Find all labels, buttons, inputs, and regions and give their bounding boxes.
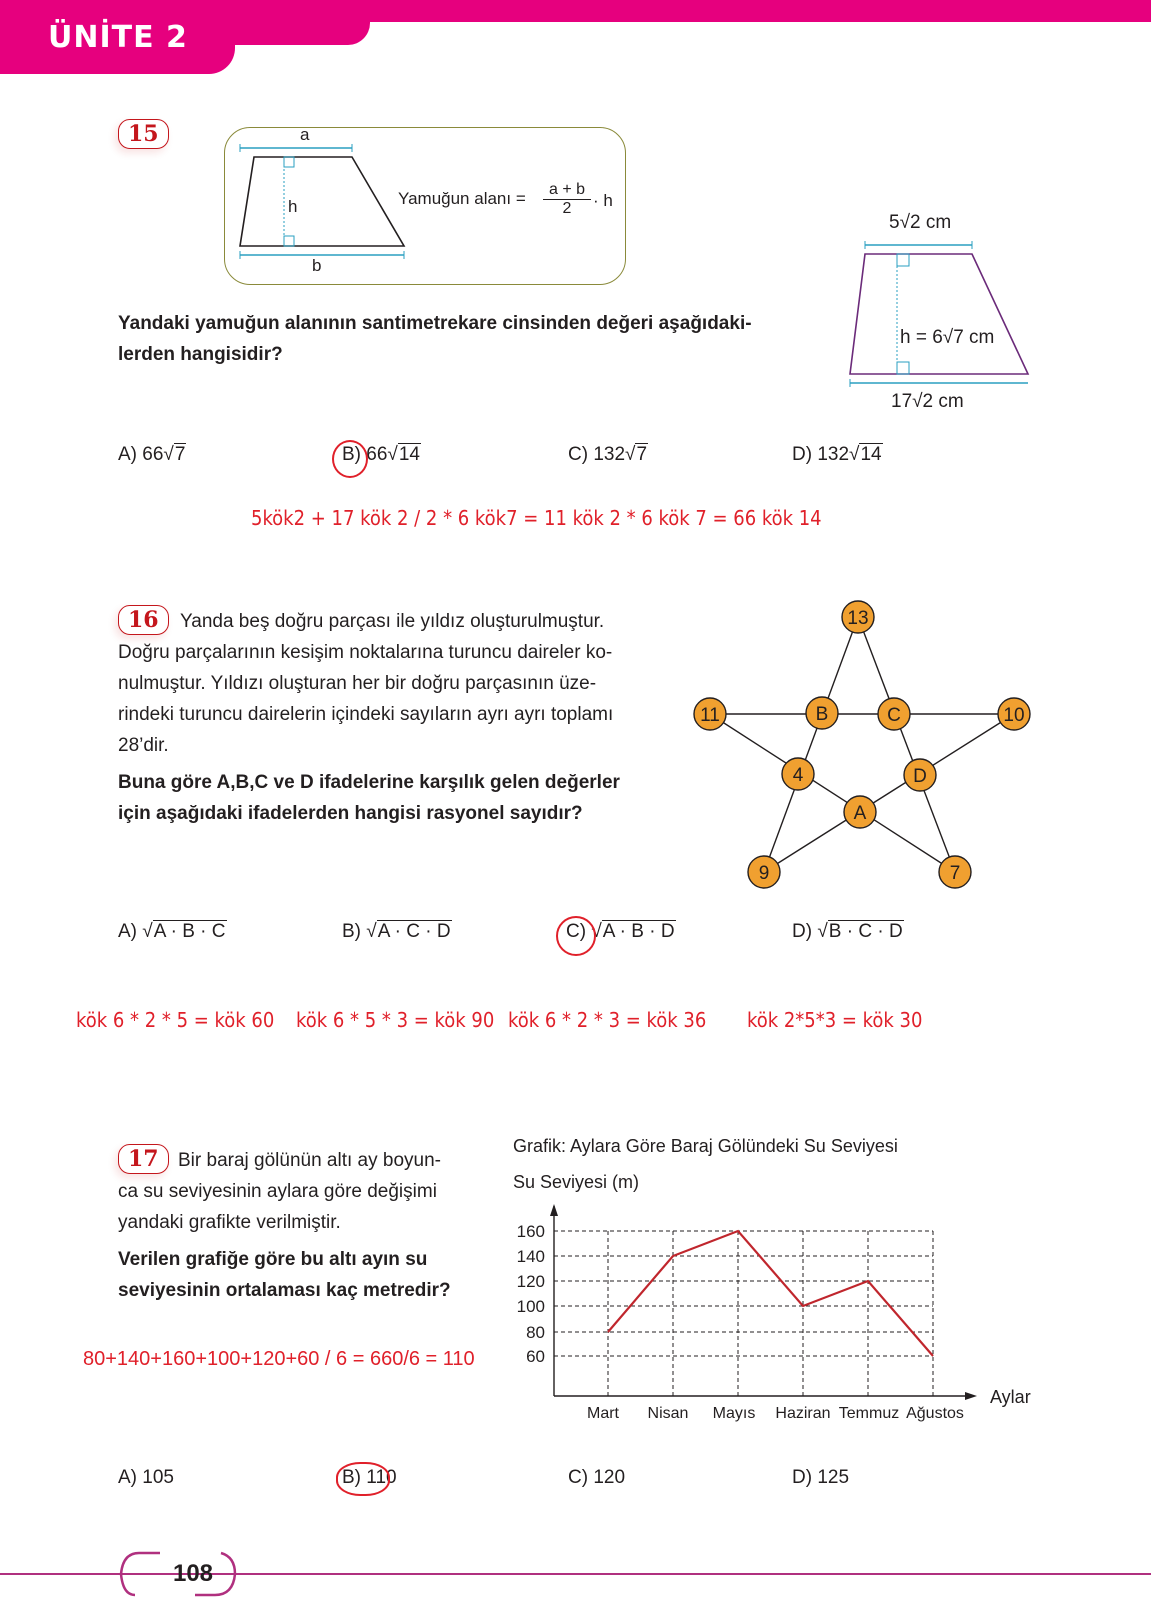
star-node-d: D: [913, 766, 927, 787]
q16-option-d[interactable]: [792, 921, 904, 943]
radicand: 14: [398, 444, 420, 465]
option-letter: C): [568, 444, 589, 465]
radicand: A · B · C: [153, 921, 226, 942]
problem-trapezoid-diagram: [845, 240, 1035, 390]
star-node-top: 13: [847, 608, 869, 629]
star-node-b: B: [815, 704, 829, 725]
label-a: a: [300, 125, 310, 144]
q16-option-b[interactable]: [342, 921, 452, 943]
sqrt-icon: √B · C · D: [817, 921, 903, 942]
unit-title: ÜNİTE 2: [48, 20, 188, 55]
option-coef: 66: [142, 444, 164, 465]
formula-denominator: 2: [562, 200, 572, 217]
chart-xlabel: Aylar: [990, 1387, 1031, 1407]
star-node-inner-left: 4: [792, 765, 804, 786]
option-value: 105: [142, 1467, 174, 1488]
q16-solution-c: kök 6 * 2 * 3 = kök 36: [508, 1008, 707, 1032]
star-node-bottom-left: 9: [758, 863, 770, 884]
answer-circle-mark: [332, 440, 368, 478]
star-diagram: [680, 595, 1050, 905]
option-letter: B): [342, 921, 361, 942]
star-node-a: A: [853, 803, 867, 824]
option-letter: C): [566, 921, 587, 942]
top-base-label: 5√2 cm: [889, 212, 952, 233]
ytick: 120: [516, 1272, 545, 1291]
sqrt-icon: √14: [849, 444, 882, 465]
xtick: Mart: [587, 1405, 619, 1422]
q15-option-c[interactable]: [568, 444, 648, 466]
xtick: Mayıs: [712, 1405, 756, 1422]
star-node-right: 10: [1003, 705, 1025, 726]
q16-option-a[interactable]: [118, 921, 227, 943]
star-node-bottom-right: 7: [949, 863, 961, 884]
option-coef: 132: [817, 444, 850, 465]
q15-question-line1: Yandaki yamuğun alanının santimetrekare cinsinden değeri aşağıdaki-: [118, 313, 752, 334]
option-value: 110: [366, 1467, 397, 1488]
q17-bold-line: Verilen grafiğe göre bu altı ayın su: [118, 1249, 428, 1270]
q16-line: Doğru parçalarının kesişim noktalarına turuncu daireler ko-: [118, 642, 613, 663]
question-number-17: 17: [118, 1144, 169, 1174]
bottom-base-label: 17√2 cm: [891, 391, 964, 412]
radicand: B · C · D: [828, 921, 903, 942]
chart-title: Grafik: Aylara Göre Baraj Gölündeki Su Seviyesi: [513, 1136, 898, 1156]
q17-line: ca su seviyesinin aylara göre değişimi: [118, 1181, 437, 1202]
option-coef: 66: [366, 444, 388, 465]
chart-ylabel: Su Seviyesi (m): [513, 1172, 640, 1192]
option-value: 120: [593, 1467, 626, 1488]
formula-fraction: [543, 181, 591, 218]
formula-text: Yamuğun alanı =: [398, 189, 526, 208]
q17-bold-line: seviyesinin ortalaması kaç metredir?: [118, 1280, 451, 1301]
q17-option-d[interactable]: [792, 1467, 849, 1489]
ytick: 80: [526, 1323, 545, 1342]
question-number-16: 16: [118, 605, 169, 635]
radicand: 7: [636, 444, 648, 465]
q16-line: 28’dir.: [118, 735, 169, 756]
q16-line: Yanda beş doğru parçası ile yıldız oluşturulmuştur.: [180, 611, 605, 632]
formula-numerator: a + b: [543, 181, 591, 200]
star-node-left: 11: [700, 705, 720, 726]
q16-solution-b: kök 6 * 5 * 3 = kök 90: [296, 1008, 495, 1032]
q17-option-c[interactable]: [568, 1467, 625, 1489]
option-letter: A): [118, 921, 137, 942]
q17-line: Bir baraj gölünün altı ay boyun-: [178, 1150, 441, 1171]
label-b: b: [312, 256, 322, 275]
q17-line: yandaki grafikte verilmiştir.: [118, 1212, 341, 1233]
sqrt-icon: √A · C · D: [366, 921, 451, 942]
option-letter: D): [792, 1467, 813, 1488]
xtick: Nisan: [647, 1405, 689, 1422]
xtick: Haziran: [775, 1405, 831, 1422]
sqrt-icon: √A · B · C: [142, 921, 226, 942]
q16-bold-line: için aşağıdaki ifadelerden hangisi rasyonel sayıdır?: [118, 803, 583, 824]
radicand: 14: [860, 444, 882, 465]
option-letter: B): [342, 1467, 361, 1488]
option-letter: A): [118, 1467, 137, 1488]
q16-solution-a: kök 6 * 2 * 5 = kök 60: [76, 1008, 275, 1032]
ytick: 160: [516, 1222, 545, 1241]
xtick: Temmuz: [838, 1405, 900, 1422]
option-letter: D): [792, 444, 813, 465]
q15-option-a[interactable]: [118, 444, 186, 466]
sqrt-icon: √7: [163, 444, 186, 465]
answer-circle-mark: [556, 916, 596, 956]
q16-line: nulmuştur. Yıldızı oluşturan her bir doğru parçasının üze-: [118, 673, 597, 694]
ytick: 140: [516, 1247, 545, 1266]
q16-bold-line: Buna göre A,B,C ve D ifadelerine karşılık gelen değerler: [118, 772, 620, 793]
q16-text: [118, 606, 671, 829]
option-letter: D): [792, 921, 813, 942]
sqrt-icon: √14: [387, 444, 420, 465]
sqrt-icon: √7: [625, 444, 648, 465]
sqrt-icon: √A · B · D: [591, 921, 675, 942]
ytick: 100: [516, 1297, 545, 1316]
q17-handwritten-solution: 80+140+160+100+120+60 / 6 = 660/6 = 110: [83, 1348, 475, 1370]
ytick: 60: [526, 1347, 545, 1366]
q17-option-a[interactable]: [118, 1467, 174, 1489]
question-number-15: 15: [118, 119, 169, 149]
formula-tail: · h: [593, 191, 613, 210]
q16-solution-d: kök 2*5*3 = kök 30: [747, 1008, 923, 1032]
radicand: 7: [174, 444, 186, 465]
radicand: A · C · D: [377, 921, 451, 942]
height-label: h = 6√7 cm: [900, 327, 995, 348]
page-number: 108: [172, 1560, 214, 1587]
star-node-c: C: [887, 705, 901, 726]
line-chart: [505, 1200, 1045, 1430]
label-h: h: [288, 197, 298, 216]
q15-handwritten-solution: 5kök2 + 17 kök 2 / 2 * 6 kök7 = 11 kök 2 * 6 kök 7 = 66 kök 14: [251, 506, 822, 530]
option-value: 125: [817, 1467, 850, 1488]
option-letter: A): [118, 444, 137, 465]
q15-question: [118, 308, 838, 370]
option-letter: C): [568, 1467, 589, 1488]
option-coef: 132: [593, 444, 626, 465]
radicand: A · B · D: [602, 921, 675, 942]
q16-line: rindeki turuncu dairelerin içindeki sayıların ayrı ayrı toplamı: [118, 704, 614, 725]
q15-question-line2: lerden hangisidir?: [118, 344, 283, 365]
q15-option-d[interactable]: [792, 444, 883, 466]
option-letter: B): [342, 444, 361, 465]
q17-text: [118, 1145, 476, 1306]
xtick: Ağustos: [906, 1405, 964, 1422]
answer-circle-mark: [336, 1462, 390, 1496]
